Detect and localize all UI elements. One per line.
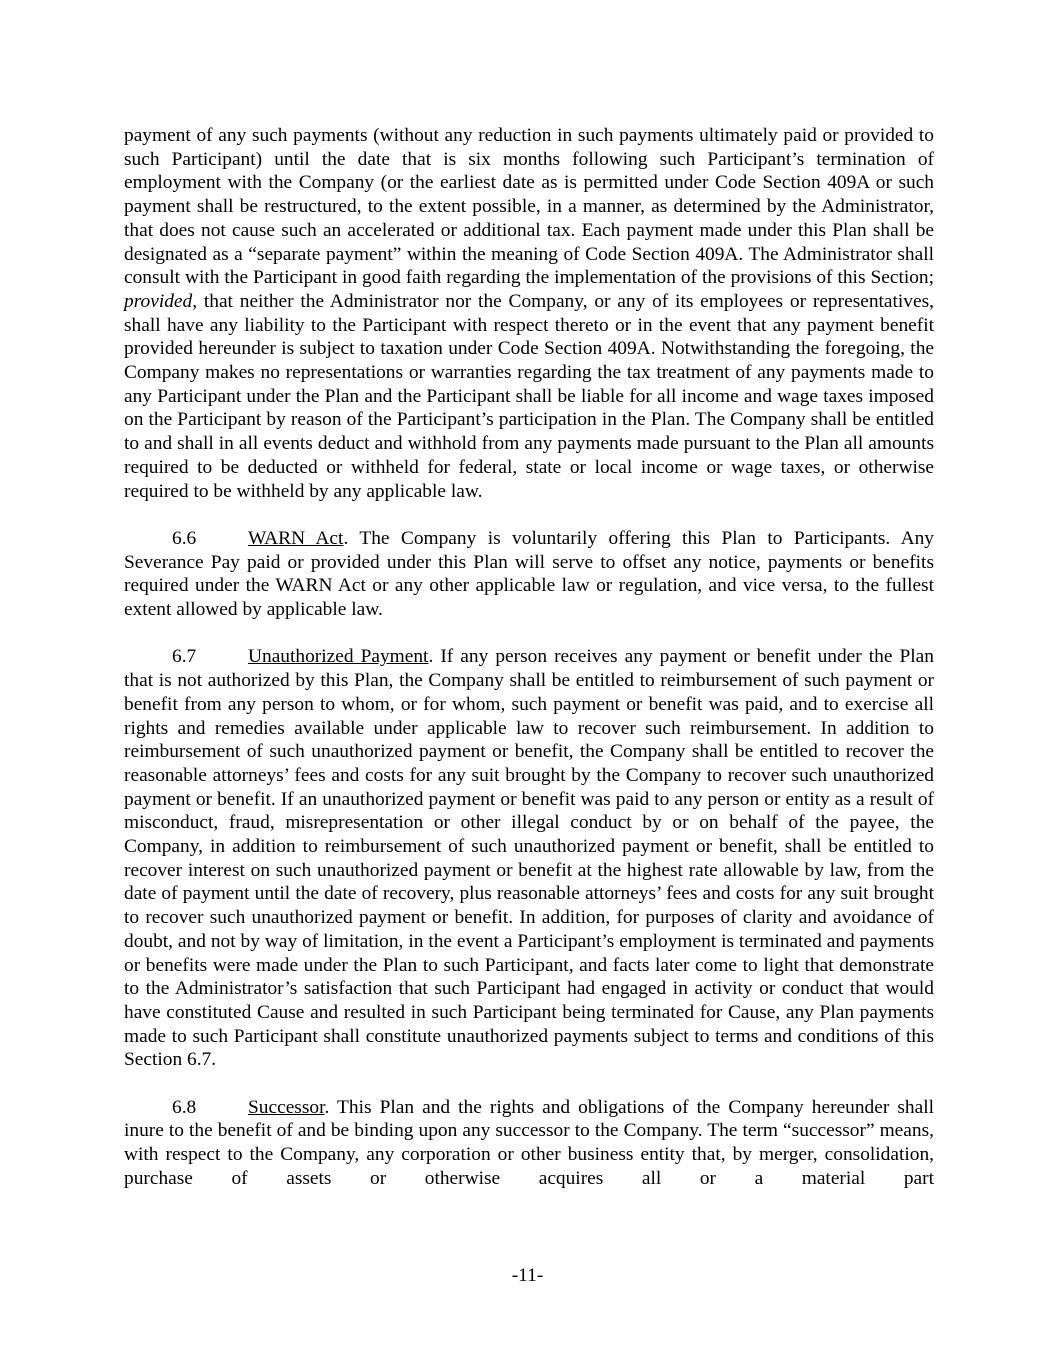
section-number: 6.8: [172, 1096, 197, 1118]
section-body: . If any person receives any payment or benefit under the Plan that is not authorized by this Plan, the Company shall be entitled to reimbursement of such payment or benefit from any person to whom, or for whom, such payment or benefit was paid, and to exercise all rights and remedies available under applicable law to recover such reimbursement. In addition to reimbursement of such unauthorized payment or benefit, the Company shall be entitled to recover the reasonable attorneys’ fees and costs for any suit brought by the Company to recover such unauthorized payment or benefit. If an unauthorized payment or benefit was paid to any person or entity as a result of misconduct, fraud, misrepresentation or other illegal conduct by or on behalf of the payee, the Company, in addition to reimbursement of such unauthorized payment or benefit, shall be entitled to recover interest on such unauthorized payment or benefit at the highest rate allowable by law, from the date of payment until the date of recovery, plus reasonable attorneys’ fees and costs for any suit brought to recover such unauthorized payment or benefit. In addition, for purposes of clarity and avoidance of doubt, and not by way of limitation, in the event a Participant’s employment is terminated and payments or benefits were made under the Plan to such Participant, and facts later come to light that demonstrate to the Administrator’s satisfaction that such Participant had engaged in activity or conduct that would have constituted Cause and resulted in such Participant being terminated for Cause, any Plan payments made to such Participant shall constitute unauthorized payments subject to terms and conditions of this Section 6.7.: [124, 646, 934, 1071]
continuation-text-1: payment of any such payments (without any reduction in such payments ultimately paid or provided to such Participant) until the date that is six months following such Participant’s termination of employment with the Company (or the earliest date as is permitted under Code Section 409A or such payment shall be restructured, to the extent possible, in a manner, as determined by the Administrator, that does not cause such an accelerated or additional tax. Each payment made under this Plan shall be designated as a “separate payment” within the meaning of Code Section 409A. The Administrator shall consult with the Participant in good faith regarding the implementation of the provisions of this Section;: [124, 125, 934, 289]
provided-italic: provided,: [124, 290, 198, 312]
section-body: . The Company is voluntarily offering this Plan to Participants. Any Severance Pay paid or provided under this Plan will serve to offset any notice, payments or benefits required under the WARN Act or any other applicable law or regulation, and vice versa, to the fullest extent allowed by applicable law.: [124, 527, 934, 621]
section-number: 6.6: [172, 527, 197, 549]
section-heading: Successor: [248, 1096, 325, 1118]
section-heading: WARN Act: [248, 527, 344, 549]
document-page: [124, 124, 934, 1191]
section-6-8: [124, 1096, 934, 1191]
section-6-7: [124, 645, 934, 1072]
section-6-6: [124, 527, 934, 622]
continuation-paragraph: [124, 124, 934, 503]
section-heading: Unauthorized Payment: [248, 646, 429, 668]
continuation-text-2: that neither the Administrator nor the Company, or any of its employees or representatives, shall have any liability to the Participant with respect thereto or in the event that any payment benefit provided hereunder is subject to taxation under Code Section 409A. Notwithstanding the foregoing, the Company makes no representations or warranties regarding the tax treatment of any payments made to any Participant under the Plan and the Participant shall be liable for all income and wage taxes imposed on the Participant by reason of the Participant’s participation in the Plan. The Company shall be entitled to and shall in all events deduct and withhold from any payments made pursuant to the Plan all amounts required to be deducted or withheld for federal, state or local income or wage taxes, or otherwise required to be withheld by any applicable law.: [124, 290, 934, 502]
page-number: -11-: [511, 1265, 544, 1286]
section-body: . This Plan and the rights and obligations of the Company hereunder shall inure to the benefit of and be binding upon any successor to the Company. The term “successor” means, with respect to the Company, any corporation or other business entity that, by merger, consolidation, purchase of assets or otherwise acquires all or a material part: [124, 1096, 934, 1189]
section-number: 6.7: [172, 646, 197, 668]
